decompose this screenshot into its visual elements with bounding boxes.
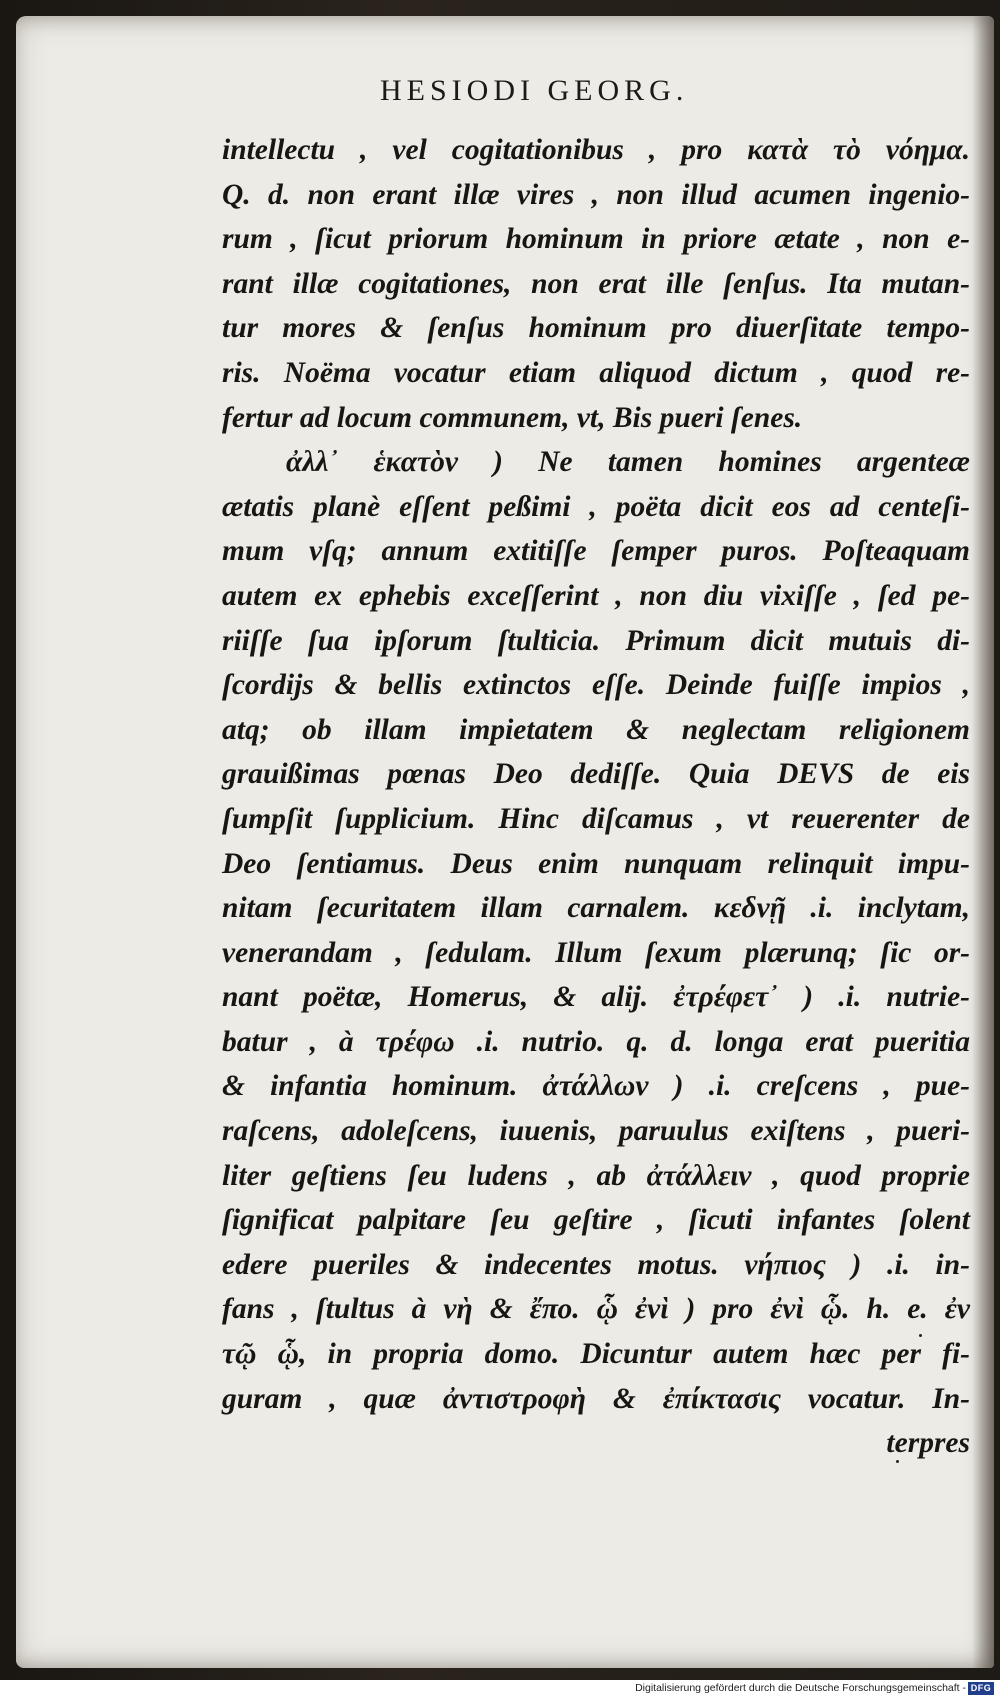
text-line: Q. d. non erant illæ vires , non illud acumen ingenio-: [222, 178, 970, 211]
text-line: fans , ſtultus à νὴ & ἔπο. ᾧ ἐνὶ ) pro ἐνὶ ᾧ. h. e. ἐν: [222, 1293, 970, 1326]
dfg-logo: DFG: [968, 1682, 994, 1695]
text-line: atq; ob illam impietatem & neglectam religionem: [222, 713, 970, 746]
text-line: venerandam , ſedulam. Illum ſexum plærunq; ſic or-: [222, 936, 970, 969]
text-line: tur mores & ſenſus hominum pro diuerſitate tempo-: [222, 312, 970, 345]
text-line: rum , ſicut priorum hominum in priore ætate , non e-: [222, 223, 970, 256]
text-line: ætatis planè eſſent peßimi , poëta dicit eos ad centeſi-: [222, 490, 970, 523]
text-line: guram , quæ ἀντιστροφὴ & ἐπίκτασις vocatur. In-: [222, 1382, 970, 1415]
catchword-line: terpres: [886, 1427, 970, 1460]
commentary-text-block: [222, 128, 970, 1466]
text-line: rant illæ cogitationes, non erat ille ſenſus. Ita mutan-: [222, 267, 970, 300]
text-line: fertur ad locum communem, vt, Bis pueri ſenes.: [222, 401, 803, 434]
text-line: liter geſtiens ſeu ludens , ab ἀτάλλειν , quod proprie: [222, 1159, 970, 1192]
text-line: ſcordijs & bellis extinctos eſſe. Deinde fuiſſe impios ,: [222, 669, 970, 702]
text-line: & infantia hominum. ἀτάλλων ) .i. creſcens , pue-: [222, 1070, 970, 1103]
text-line: autem ex ephebis exceſſerint , non diu vixiſſe , ſed pe-: [222, 579, 970, 612]
text-line: ſumpſit ſupplicium. Hinc diſcamus , vt reuerenter de: [222, 802, 970, 835]
text-line: ἀλλ᾽ ἑκατὸν ) Ne tamen homines argenteæ: [286, 446, 970, 479]
text-line: grauißimas pœnas Deo dediſſe. Quia DEVS de eis: [222, 758, 970, 791]
text-line: nant poëtæ, Homerus, & alij. ἐτρέφετ᾽ ) .i. nutrie-: [222, 981, 970, 1014]
text-line: ſignificat palpitare ſeu geſtire , ſicuti infantes ſolent: [222, 1204, 970, 1237]
text-line: intellectu , vel cogitationibus , pro κατὰ τὸ νόημα.: [222, 134, 970, 166]
digitization-credit: Digitalisierung gefördert durch die Deutsche Forschungsgemeinschaft -: [635, 1682, 966, 1694]
text-line: batur , à τρέφω .i. nutrio. q. d. longa erat pueritia: [222, 1025, 970, 1058]
text-line: τῷ ᾧ, in propria domo. Dicuntur autem hæc per fi-: [222, 1338, 970, 1371]
text-line: riiſſe ſua ipſorum ſtulticia. Primum dicit mutuis di-: [222, 624, 970, 657]
text-line: Deo ſentiamus. Deus enim nunquam relinquit impu-: [222, 847, 970, 880]
text-line: nitam ſecuritatem illam carnalem. κεδνῇ .i. inclytam,: [222, 892, 970, 925]
running-head: HESIODI GEORG.: [380, 74, 689, 107]
text-line: ris. Noëma vocatur etiam aliquod dictum , quod re-: [222, 356, 970, 389]
text-line: edere pueriles & indecentes motus. νήπιος ) .i. in-: [222, 1248, 970, 1281]
text-line: mum vſq; annum extitiſſe ſemper puros. Poſteaquam: [222, 535, 970, 568]
text-line: raſcens, adoleſcens, iuuenis, paruulus exiſtens , pueri-: [222, 1115, 970, 1148]
